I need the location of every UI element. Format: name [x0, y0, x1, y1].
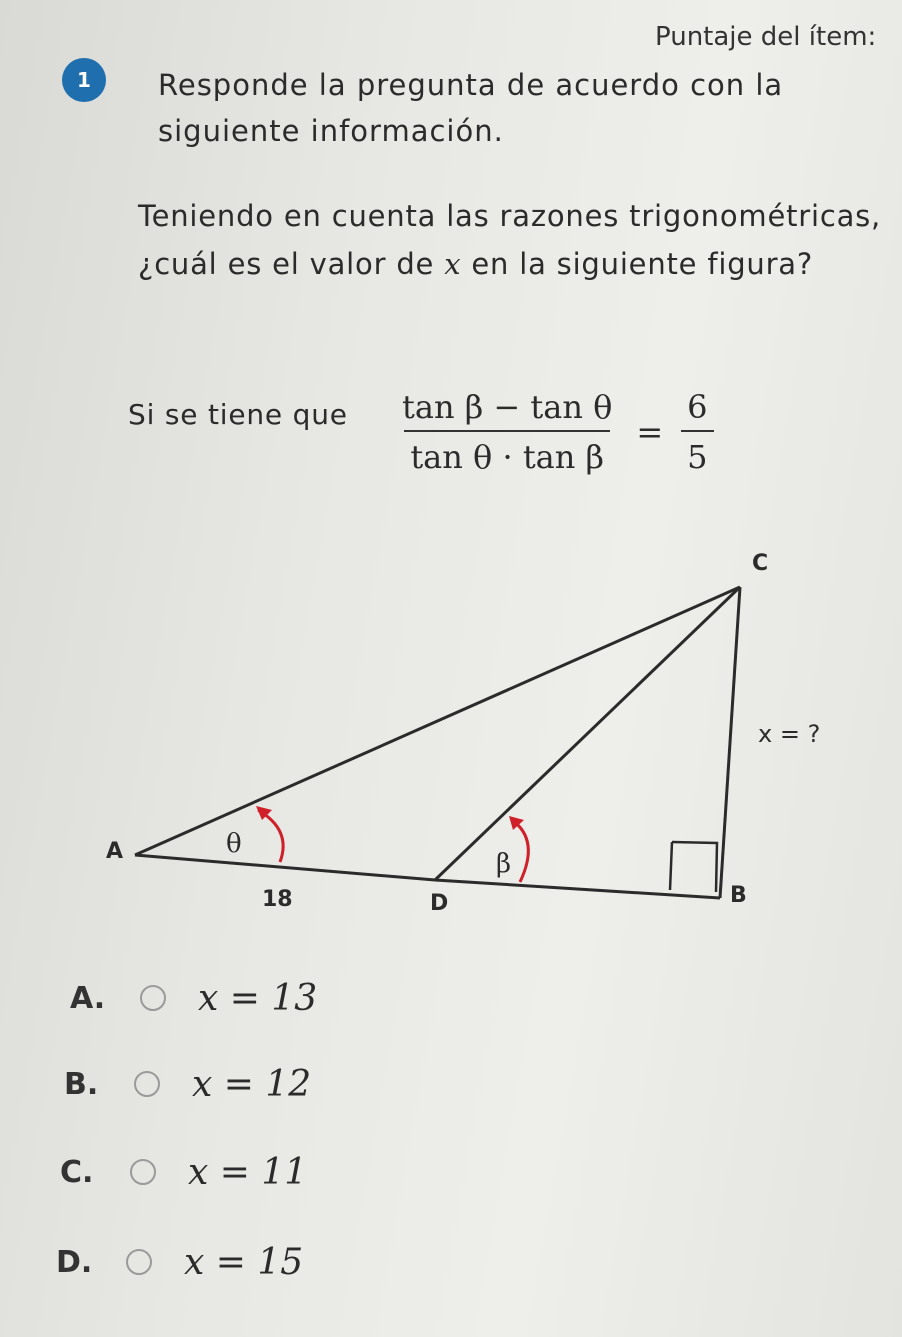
option-d[interactable]: [56, 1232, 303, 1292]
lhs-denominator: tan θ · tan β: [404, 430, 610, 476]
option-letter: D.: [56, 1244, 93, 1280]
beta-arc: [512, 820, 528, 882]
rhs-numerator: 6: [687, 388, 708, 426]
option-radio[interactable]: [126, 1249, 152, 1275]
side-ac: [135, 587, 740, 855]
option-radio[interactable]: [134, 1071, 160, 1097]
side-x-label: x = ?: [758, 720, 821, 748]
rhs-denominator: 5: [681, 430, 713, 476]
triangle-figure: [0, 540, 902, 940]
option-text: x = 15: [184, 1241, 304, 1283]
option-radio[interactable]: [130, 1159, 156, 1185]
theta-label: θ: [226, 829, 242, 859]
side-db: [435, 880, 720, 898]
given-label: Si se tiene que: [128, 398, 348, 431]
option-letter: A.: [70, 980, 106, 1016]
side-dc: [435, 587, 740, 880]
vertex-d-label: D: [430, 891, 449, 916]
option-text: x = 12: [192, 1063, 312, 1105]
option-text: x = 11: [188, 1151, 308, 1193]
option-c[interactable]: [60, 1142, 307, 1202]
side-bc: [720, 587, 740, 898]
rhs-fraction: [681, 388, 713, 476]
beta-label: β: [496, 849, 512, 879]
question-intro: Responde la pregunta de acuerdo con la siguiente información.: [158, 68, 784, 148]
score-label: Puntaje del ítem:: [655, 22, 877, 52]
option-letter: C.: [60, 1154, 94, 1190]
segment-ad-label: 18: [262, 887, 293, 912]
question-text: [138, 192, 898, 288]
option-b[interactable]: [64, 1054, 311, 1114]
lhs-fraction: [396, 388, 618, 476]
lhs-numerator: tan β − tan θ: [402, 388, 613, 426]
question-text-after: en la siguiente figura?: [461, 247, 814, 281]
option-a[interactable]: [70, 968, 317, 1028]
vertex-b-label: B: [730, 883, 747, 908]
right-angle-marker: [672, 842, 717, 892]
given-formula: [396, 388, 714, 476]
option-text: x = 13: [198, 977, 318, 1019]
equals-sign: =: [636, 413, 664, 451]
question-number-badge: 1: [62, 58, 106, 102]
option-radio[interactable]: [140, 985, 166, 1011]
vertex-a-label: A: [106, 839, 124, 864]
question-variable: x: [444, 247, 462, 281]
question-text-before: Teniendo en cuenta las razones trigonométricas, ¿cuál es el valor de: [138, 199, 882, 281]
option-letter: B.: [64, 1066, 99, 1102]
vertex-c-label: C: [752, 551, 769, 576]
side-ad: [135, 855, 435, 880]
